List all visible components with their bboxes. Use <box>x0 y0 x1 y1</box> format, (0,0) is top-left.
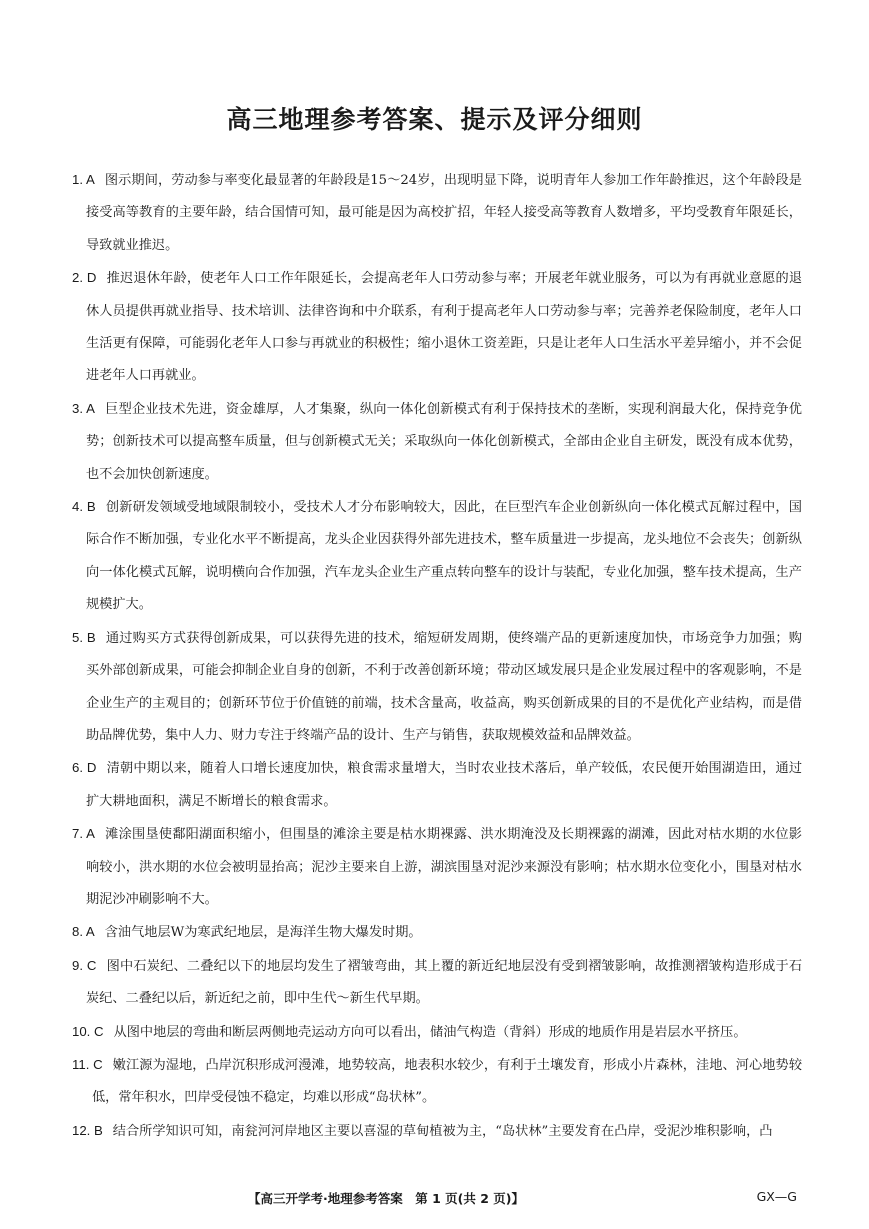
answer-key: 8. A <box>72 924 95 940</box>
answer-key: 11. C <box>72 1056 103 1072</box>
answer-item <box>72 1049 802 1115</box>
answer-key: 6. D <box>72 760 97 776</box>
page-footer <box>0 1189 869 1213</box>
answer-key: 9. C <box>72 957 97 973</box>
answer-explanation: 推迟退休年龄，使老年人口工作年限延长，会提高老年人口劳动参与率；开展老年就业服务，可以为有再就业意愿的退休人员提供再就业指导、技术培训、法律咨询和中介联系，有利于提高老年人口劳动参与率；完善养老保险制度，老年人口生活更有保障，可能弱化老年人口参与再就业的积极性；缩小退休工资差距，只是让老年人口生活水平差异缩小，并不会促进老年人口再就业。 <box>86 271 803 384</box>
answer-item <box>72 491 802 622</box>
answer-explanation: 清朝中期以来，随着人口增长速度加快，粮食需求量增大，当时农业技术落后，单产较低，农民便开始围湖造田，通过扩大耕地面积，满足不断增长的粮食需求。 <box>86 761 803 809</box>
answer-item <box>72 1016 802 1049</box>
answer-item <box>72 622 802 753</box>
answer-explanation: 从图中地层的弯曲和断层两侧地壳运动方向可以看出，储油气构造（背斜）形成的地质作用是岩层水平挤压。 <box>113 1024 747 1040</box>
answer-key: 12. B <box>72 1122 103 1138</box>
answer-explanation: 通过购买方式获得创新成果，可以获得先进的技术，缩短研发周期，使终端产品的更新速度加快，市场竞争力加强；购买外部创新成果，可能会抑制企业自身的创新，不利于改善创新环境；带动区域发展只是企业发展过程中的客观影响，不是企业生产的主观目的；创新环节位于价值链的前端，技术含量高，收益高，购买创新成果的目的不是优化产业结构，而是借助品牌优势，集中人力、财力专注于终端产品的设计、生产与销售，获取规模效益和品牌效益。 <box>86 630 802 743</box>
answer-key: 3. A <box>72 400 95 416</box>
answer-explanation: 巨型企业技术先进，资金雄厚，人才集聚，纵向一体化创新模式有利于保持技术的垄断，实现利润最大化，保持竞争优势；创新技术可以提高整车质量，但与创新模式无关；采取纵向一体化创新模式，全部由企业自主研发，既没有成本优势，也不会加快创新速度。 <box>86 401 802 482</box>
footer-code: GX—G <box>756 1189 797 1204</box>
answer-explanation: 滩涂围垦使鄱阳湖面积缩小，但围垦的滩涂主要是枯水期裸露、洪水期淹没及长期裸露的湖滩，因此对枯水期的水位影响较小，洪水期的水位会被明显抬高；泥沙主要来自上游，湖滨围垦对泥沙来源没有影响；枯水期水位变化小，围垦对枯水期泥沙冲刷影响不大。 <box>86 827 802 907</box>
answer-list <box>72 164 802 1148</box>
answer-item <box>72 818 802 916</box>
answer-explanation: 结合所学知识可知，南瓮河河岸地区主要以喜湿的草甸植被为主，“岛状林”主要发育在凸岸，受泥沙堆积影响，凸 <box>112 1123 773 1139</box>
footer-page-info: 【高三开学考·地理参考答案 第 1 页(共 2 页)】 <box>248 1191 524 1206</box>
answer-explanation: 图中石炭纪、二叠纪以下的地层均发生了褶皱弯曲，其上覆的新近纪地层没有受到褶皱影响，故推测褶皱构造形成于石炭纪、二叠纪以后，新近纪之前，即中生代～新生代早期。 <box>86 958 803 1007</box>
answer-key: 4. B <box>72 499 96 515</box>
answer-explanation: 创新研发领域受地域限制较小，受技术人才分布影响较大，因此，在巨型汽车企业创新纵向一体化模式瓦解过程中，国际合作不断加强，专业化水平不断提高，龙头企业因获得外部先进技术，整车质量进一步提高，龙头地位不会丧失；创新纵向一体化模式瓦解，说明横向合作加强，汽车龙头企业生产重点转向整车的设计与装配，专业化加强，整车技术提高，生产规模扩大。 <box>86 500 802 613</box>
answer-item <box>72 1115 802 1148</box>
answer-item <box>72 262 802 393</box>
answer-item <box>72 393 802 491</box>
answer-item <box>72 164 802 262</box>
answer-key: 1. A <box>72 172 95 187</box>
answer-key: 7. A <box>72 826 95 842</box>
answer-explanation: 含油气地层W为寒武纪地层，是海洋生物大爆发时期。 <box>104 925 422 941</box>
answer-key: 2. D <box>72 270 97 286</box>
answer-key: 10. C <box>72 1023 104 1039</box>
answer-explanation: 嫩江源为湿地，凸岸沉积形成河漫滩，地势较高，地表积水较少，有利于土壤发育，形成小片森林，洼地、河心地势较低，常年积水，凹岸受侵蚀不稳定，均难以形成“岛状林”。 <box>92 1057 803 1106</box>
answer-item <box>72 950 802 1016</box>
answer-key: 5. B <box>72 629 96 645</box>
page-title: 高三地理参考答案、提示及评分细则 <box>226 105 643 134</box>
answer-explanation: 图示期间，劳动参与率变化最显著的年龄段是15～24岁，出现明显下降，说明青年人参加工作年龄推迟，这个年龄段是接受高等教育的主要年龄，结合国情可知，最可能是因为高校扩招，年轻人接受高等教育人数增多，平均受教育年限延长，导致就业推迟。 <box>86 173 802 253</box>
answer-item <box>72 916 802 949</box>
answer-item <box>72 752 802 818</box>
